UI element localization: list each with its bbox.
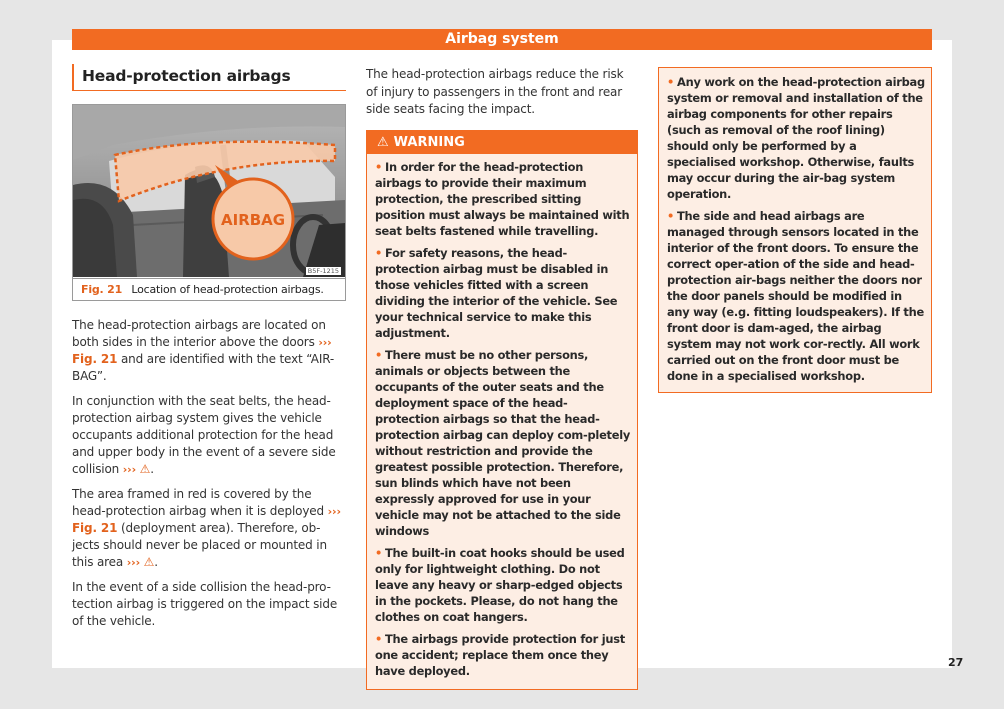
warning-item <box>375 245 631 341</box>
warning-item-text: The airbags provide protection for just one accident; replace them once they have deployed. <box>375 631 625 678</box>
page-number: 27 <box>948 656 964 669</box>
bullet-icon: • <box>375 347 383 362</box>
middle-intro <box>366 66 638 119</box>
warning-body <box>367 154 637 689</box>
warning-item-text: For safety reasons, the head-protection airbag must be disabled in those vehicles fitted with a screen dividing the interior of the vehicle. See your technical service to make this adjustment. <box>375 245 618 340</box>
text-span: (deployment area). Therefore, ob-jects should never be placed or mounted in this area <box>72 521 327 569</box>
warning-item <box>375 545 631 625</box>
cross-reference-arrows: ››› <box>126 556 140 569</box>
left-body-text <box>72 317 346 630</box>
text-span: In conjunction with the seat belts, the head-protection airbag system gives the vehicle occupants additional protection for the head and upper body in the event of a severe side collision <box>72 394 336 476</box>
warning-continuation-box <box>658 67 932 393</box>
figure-code: B5F-1215 <box>307 267 339 275</box>
figure-21 <box>72 104 346 301</box>
chapter-banner: Airbag system <box>72 29 932 50</box>
warning-item-text: There must be no other persons, animals or objects between the occupants of the outer seats and the deployment space of the head-protection airbags so that the head-protection airbag can deploy com-pletely without restriction and provide the greatest possible protection. Therefore, sun blinds which have not been expressly approved for use in your vehicle may not be attached to the side windows <box>375 347 631 538</box>
warning-item-text: The side and head airbags are managed through sensors located in the interior of the front doors. To ensure the correct oper-ation of the side and head-protection air-bags neither the doors nor the door panels should be modified in any way (e.g. fitting loudspeakers). If the front door is dam-aged, the airbag system may not work cor-rectly. All work carried out on the front door must be done in a specialised workshop. <box>667 209 924 383</box>
airbag-illustration <box>73 105 345 277</box>
warning-triangle-icon[interactable]: ⚠ <box>135 462 151 476</box>
warning-header <box>367 131 637 154</box>
cross-reference-arrows: ››› <box>318 336 332 349</box>
warning-box <box>366 130 638 690</box>
cross-reference-arrows: ››› <box>122 463 136 476</box>
bullet-icon: • <box>375 631 383 646</box>
warning-item <box>375 347 631 539</box>
paragraph-deployment-area <box>72 486 346 571</box>
figure-link[interactable]: Fig. 21 <box>72 521 118 535</box>
figure-caption <box>73 278 345 300</box>
paragraph-trigger: In the event of a side collision the head-pro-tection airbag is triggered on the impact side of the vehicle. <box>72 580 338 628</box>
warning-item-text: In order for the head-protection airbags to provide their maximum protection, the prescribed sitting position must always be maintained with seat belts fastened while travelling. <box>375 159 630 238</box>
text-span: The area framed in red is covered by the head-protection airbag when it is deployed <box>72 487 328 518</box>
text-span: The head-protection airbags are located on both sides in the interior above the doors <box>72 318 326 349</box>
warning-item-text: The built-in coat hooks should be used only for lightweight clothing. Do not leave any heavy or sharp-edged objects in the pockets. Please, do not hang the clothes on coat hangers. <box>375 545 625 624</box>
middle-column <box>366 66 638 690</box>
warning-item-text: Any work on the head-protection airbag system or removal and installation of the airbag components for other repairs (such as removal of the roof lining) should only be performed by a specialised workshop. Otherwise, faults may occur during the air-bag system operation. <box>667 75 925 201</box>
bullet-icon: • <box>375 545 383 560</box>
paragraph-protection <box>72 393 346 478</box>
car-interior-drawing <box>73 105 345 277</box>
figure-caption-text: Location of head-protection airbags. <box>131 283 324 296</box>
airbag-label: AIRBAG <box>221 211 286 229</box>
warning-triangle-icon[interactable]: ⚠ <box>139 555 155 569</box>
bullet-icon: • <box>375 159 383 174</box>
warning-item <box>667 208 925 384</box>
warning-item <box>375 159 631 239</box>
text-span: . <box>150 462 154 476</box>
warning-title: WARNING <box>393 134 465 150</box>
section-title: Head-protection airbags <box>72 64 346 91</box>
text-span: . <box>154 555 158 569</box>
warning-item <box>375 631 631 679</box>
paragraph-location <box>72 317 346 385</box>
cross-reference-arrows: ››› <box>327 505 341 518</box>
bullet-icon: • <box>667 209 675 223</box>
figure-number: Fig. 21 <box>81 283 123 296</box>
bullet-icon: • <box>375 245 383 260</box>
bullet-icon: • <box>667 75 675 89</box>
figure-link[interactable]: Fig. 21 <box>72 352 118 366</box>
intro-paragraph: The head-protection airbags reduce the risk of injury to passengers in the front and rear side seats facing the impact. <box>366 67 624 116</box>
right-column <box>658 67 932 393</box>
warning-item <box>667 74 925 202</box>
left-column <box>72 64 346 638</box>
text-span: and are identified with the text “AIR-BAG”. <box>72 352 335 383</box>
warning-triangle-icon: ⚠ <box>377 134 389 150</box>
